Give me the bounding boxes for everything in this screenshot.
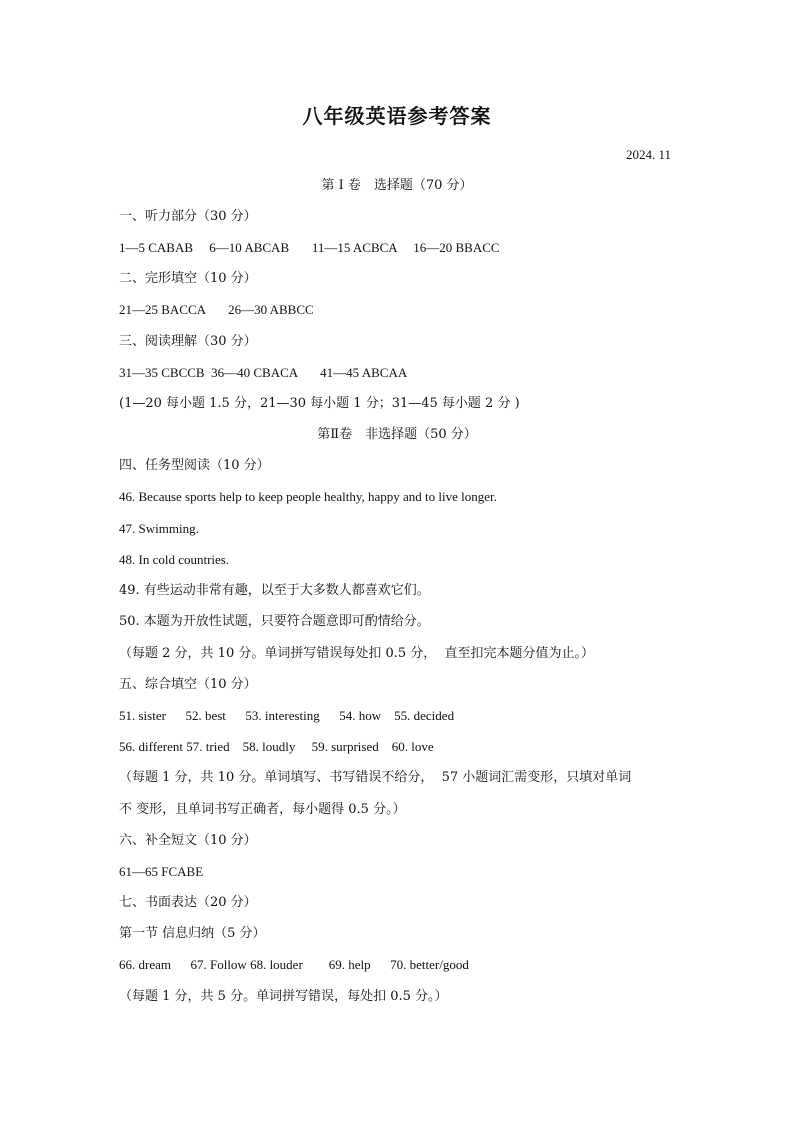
writing-answers: 66. dream 67. Follow 68. louder 69. help 70. better/good <box>119 957 469 972</box>
answer-50: 50. 本题为开放性试题，只要符合题意即可酌情给分。 <box>119 614 430 629</box>
passage-answers: 61—65 FCABE <box>119 864 204 879</box>
reading-scoring: (1—20 每小题 1.5 分，21—30 每小题 1 分；31—45 每小题 2 分 ) <box>119 396 520 411</box>
reading-answers: 31—35 CBCCB 36—40 CBACA 41—45 ABCAA <box>119 365 408 380</box>
answer-49: 49. 有些运动非常有趣，以至于大多数人都喜欢它们。 <box>119 583 430 598</box>
page-title: 八年级英语参考答案 <box>302 104 492 128</box>
cloze-heading: 二、完形填空（10 分） <box>119 271 257 286</box>
task-reading-scoring: （每题 2 分，共 10 分。单词拼写错误每处扣 0.5 分， 直至扣完本题分值为止。） <box>119 646 595 661</box>
task-reading-heading: 四、任务型阅读（10 分） <box>119 458 270 473</box>
fill-in-heading: 五、综合填空（10 分） <box>119 677 257 692</box>
reading-heading: 三、阅读理解（30 分） <box>119 334 257 349</box>
writing-section1: 第一节 信息归纳（5 分） <box>119 926 266 941</box>
fill-in-answers-row1: 51. sister 52. best 53. interesting 54. how 55. decided <box>119 708 455 723</box>
fill-in-answers-row2: 56. different 57. tried 58. loudly 59. surprised 60. love <box>119 739 434 754</box>
fill-in-scoring-line2: 不 变形，且单词书写正确者，每小题得 0.5 分。） <box>119 802 406 817</box>
answer-48: 48. In cold countries. <box>119 552 230 567</box>
part1-heading: 第 I 卷 选择题（70 分） <box>321 178 473 193</box>
fill-in-scoring-line1: （每题 1 分，共 10 分。单词填写、书写错误不给分， 57 小题词汇需变形，只填对单词 <box>119 770 632 785</box>
date: 2024. 11 <box>626 147 672 162</box>
listening-answers: 1—5 CABAB 6—10 ABCAB 11—15 ACBCA 16—20 BBACC <box>119 240 500 255</box>
answer-47: 47. Swimming. <box>119 521 199 536</box>
writing-scoring: （每题 1 分，共 5 分。单词拼写错误，每处扣 0.5 分。） <box>119 989 448 1004</box>
answer-46: 46. Because sports help to keep people healthy, happy and to live longer. <box>119 489 497 504</box>
listening-heading: 一、听力部分（30 分） <box>119 209 257 224</box>
part2-heading: 第Ⅱ卷 非选择题（50 分） <box>317 427 477 442</box>
writing-heading: 七、书面表达（20 分） <box>119 895 257 910</box>
passage-heading: 六、补全短文（10 分） <box>119 833 257 848</box>
cloze-answers: 21—25 BACCA 26—30 ABBCC <box>119 302 314 317</box>
